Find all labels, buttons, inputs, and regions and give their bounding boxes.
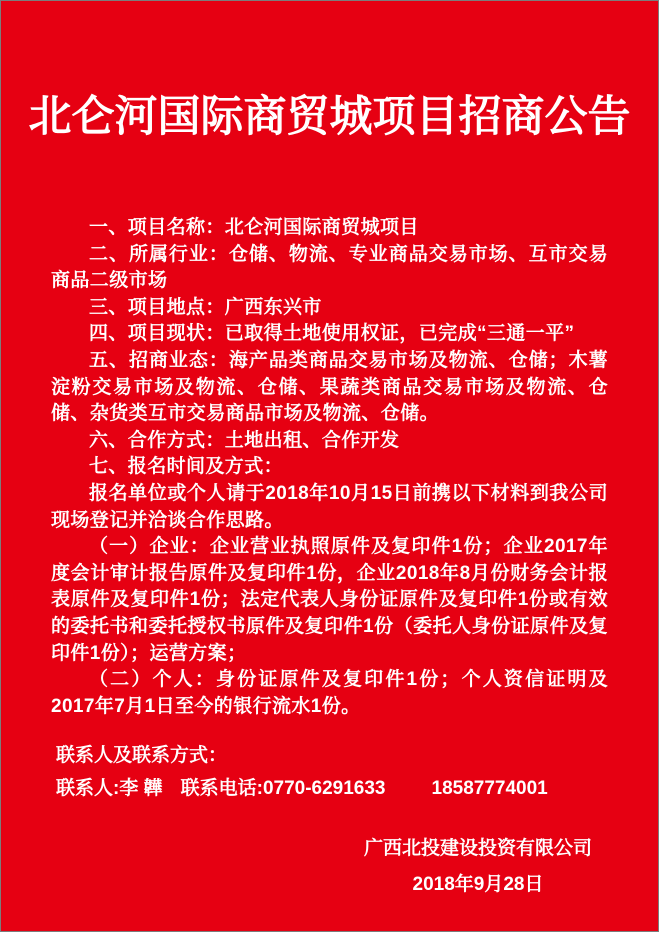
contact-phone-2: 18587774001 xyxy=(431,778,548,800)
contact-section xyxy=(1,742,658,803)
body-paragraph-enterprise-requirements: （一）企业：企业营业执照原件及复印件1份；企业2017年度会计审计报告原件及复印件1份，企业2018年8月份财务会计报表原件及复印件1份；法定代表人身份证原件及复印件1份或有效的委托书和委托授权书原件及复印件1份（委托人身份证原件及复印件1份）；运营方案； xyxy=(51,536,608,664)
announcement-body xyxy=(1,215,658,720)
company-name: 广西北投建设投资有限公司 xyxy=(363,838,592,860)
contact-phone-label: 联系电话: xyxy=(180,778,263,800)
body-paragraph-registration-intro: 报名单位或个人请于2018年10月15日前携以下材料到我公司现场登记并洽谈合作思路。 xyxy=(51,482,608,531)
contact-heading: 联系人及联系方式： xyxy=(56,745,228,767)
body-paragraph-individual-requirements: （二）个人：身份证原件及复印件1份；个人资信证明及2017年7月1日至今的银行流水1份。 xyxy=(51,669,608,717)
body-paragraph-project-name: 一、项目名称：北仑河国际商贸城项目 xyxy=(89,217,419,239)
body-paragraph-status: 四、项目现状：已取得土地使用权证，已完成“三通一平” xyxy=(89,323,575,345)
body-paragraph-business-types: 五、招商业态：海产品类商品交易市场及物流、仓储；木薯淀粉交易市场及物流、仓储、果蔬类商品交易市场及物流、仓储、杂货类互市交易商品市场及物流、仓储。 xyxy=(51,350,608,425)
contact-phone-1: 0770-6291633 xyxy=(262,778,386,800)
contact-person-name: 李 韡 xyxy=(119,778,163,800)
body-paragraph-industry: 二、所属行业：仓储、物流、专业商品交易市场、互市交易商品二级市场 xyxy=(51,243,608,292)
poster-title: 北仑河国际商贸城项目招商公告 xyxy=(28,94,631,141)
body-paragraph-registration-heading: 七、报名时间及方式： xyxy=(89,456,284,478)
signoff-section xyxy=(364,831,592,903)
contact-line xyxy=(56,775,608,803)
body-paragraph-location: 三、项目地点：广西东兴市 xyxy=(89,296,322,318)
body-paragraph-cooperation: 六、合作方式：土地出租、合作开发 xyxy=(89,429,400,451)
publish-date: 2018年9月28日 xyxy=(412,874,544,896)
contact-person-label: 联系人: xyxy=(56,778,120,800)
